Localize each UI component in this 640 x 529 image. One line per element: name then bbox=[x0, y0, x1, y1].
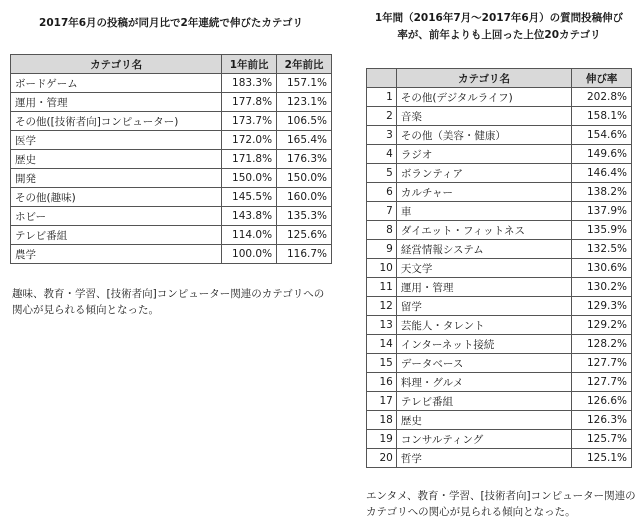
category-name-cell: 歴史 bbox=[396, 411, 571, 430]
rank-cell: 8 bbox=[367, 221, 397, 240]
two-year-ratio-cell: 165.4% bbox=[277, 131, 332, 150]
table-row bbox=[367, 373, 632, 392]
category-name-cell: ホビー bbox=[11, 207, 222, 226]
rank-cell: 20 bbox=[367, 449, 397, 468]
table-row bbox=[367, 392, 632, 411]
category-name-cell: 農学 bbox=[11, 245, 222, 264]
category-name-cell: コンサルティング bbox=[396, 430, 571, 449]
category-name-cell: 歴史 bbox=[11, 150, 222, 169]
one-year-ratio-cell: 114.0% bbox=[222, 226, 277, 245]
category-name-cell: 経営情報システム bbox=[396, 240, 571, 259]
growth-rate-cell: 130.2% bbox=[572, 278, 632, 297]
right-note: エンタメ、教育・学習、[技術者向]コンピューター関連のカテゴリへの関心が見られる傾向となった。 bbox=[366, 490, 636, 518]
rank-cell: 16 bbox=[367, 373, 397, 392]
growth-rate-cell: 158.1% bbox=[572, 107, 632, 126]
rank-cell: 1 bbox=[367, 88, 397, 107]
header-category-name: カテゴリ名 bbox=[11, 55, 222, 74]
category-name-cell: その他（美容・健康） bbox=[396, 126, 571, 145]
two-year-ratio-cell: 125.6% bbox=[277, 226, 332, 245]
one-year-ratio-cell: 183.3% bbox=[222, 74, 277, 93]
rank-cell: 5 bbox=[367, 164, 397, 183]
table-row bbox=[11, 245, 332, 264]
two-year-ratio-cell: 123.1% bbox=[277, 93, 332, 112]
right-title-line2: 率が、前年よりも上回った上位20カテゴリ bbox=[397, 29, 601, 41]
two-year-ratio-cell: 116.7% bbox=[277, 245, 332, 264]
two-year-ratio-cell: 157.1% bbox=[277, 74, 332, 93]
category-name-cell: 天文学 bbox=[396, 259, 571, 278]
table-row bbox=[367, 240, 632, 259]
right-panel bbox=[366, 0, 636, 518]
one-year-ratio-cell: 172.0% bbox=[222, 131, 277, 150]
category-name-cell: 運用・管理 bbox=[11, 93, 222, 112]
table-row bbox=[11, 188, 332, 207]
one-year-ratio-cell: 173.7% bbox=[222, 112, 277, 131]
growth-rate-cell: 132.5% bbox=[572, 240, 632, 259]
two-year-ratio-cell: 150.0% bbox=[277, 169, 332, 188]
one-year-ratio-cell: 100.0% bbox=[222, 245, 277, 264]
category-name-cell: 哲学 bbox=[396, 449, 571, 468]
table-row bbox=[367, 183, 632, 202]
category-name-cell: 運用・管理 bbox=[396, 278, 571, 297]
one-year-ratio-cell: 171.8% bbox=[222, 150, 277, 169]
right-table-title bbox=[366, 0, 632, 44]
rank-cell: 18 bbox=[367, 411, 397, 430]
table-row bbox=[367, 107, 632, 126]
rank-cell: 11 bbox=[367, 278, 397, 297]
category-name-cell: 開発 bbox=[11, 169, 222, 188]
growth-rate-cell: 202.8% bbox=[572, 88, 632, 107]
category-name-cell: その他([技術者向]コンピューター) bbox=[11, 112, 222, 131]
left-panel bbox=[10, 0, 332, 316]
growth-rate-cell: 138.2% bbox=[572, 183, 632, 202]
table-row bbox=[367, 88, 632, 107]
growth-rate-cell: 135.9% bbox=[572, 221, 632, 240]
category-name-cell: ダイエット・フィットネス bbox=[396, 221, 571, 240]
table-row bbox=[367, 202, 632, 221]
header-rank bbox=[367, 69, 397, 88]
two-year-ratio-cell: 135.3% bbox=[277, 207, 332, 226]
table-row bbox=[367, 335, 632, 354]
category-name-cell: 芸能人・タレント bbox=[396, 316, 571, 335]
category-name-cell: カルチャー bbox=[396, 183, 571, 202]
table-row bbox=[367, 411, 632, 430]
left-table-title: 2017年6月の投稿が同月比で2年連続で伸びたカテゴリ bbox=[39, 17, 303, 29]
header-category-name: カテゴリ名 bbox=[396, 69, 571, 88]
table-row bbox=[367, 126, 632, 145]
category-name-cell: ボードゲーム bbox=[11, 74, 222, 93]
growth-rate-cell: 154.6% bbox=[572, 126, 632, 145]
table-row bbox=[367, 297, 632, 316]
two-year-ratio-cell: 106.5% bbox=[277, 112, 332, 131]
category-name-cell: ラジオ bbox=[396, 145, 571, 164]
category-name-cell: テレビ番組 bbox=[11, 226, 222, 245]
category-name-cell: 留学 bbox=[396, 297, 571, 316]
rank-cell: 10 bbox=[367, 259, 397, 278]
category-name-cell: その他(趣味) bbox=[11, 188, 222, 207]
table-row bbox=[11, 169, 332, 188]
growth-rate-cell: 146.4% bbox=[572, 164, 632, 183]
table-row bbox=[367, 259, 632, 278]
growth-rate-cell: 149.6% bbox=[572, 145, 632, 164]
rank-cell: 13 bbox=[367, 316, 397, 335]
table-row bbox=[11, 112, 332, 131]
category-name-cell: テレビ番組 bbox=[396, 392, 571, 411]
left-note: 趣味、教育・学習、[技術者向]コンピューター関連のカテゴリへの関心が見られる傾向となった。 bbox=[12, 288, 325, 316]
table-row bbox=[367, 449, 632, 468]
growth-rate-cell: 128.2% bbox=[572, 335, 632, 354]
rank-cell: 19 bbox=[367, 430, 397, 449]
table-row bbox=[367, 145, 632, 164]
table-row bbox=[367, 221, 632, 240]
category-name-cell: 料理・グルメ bbox=[396, 373, 571, 392]
category-name-cell: 車 bbox=[396, 202, 571, 221]
right-table-header-row bbox=[367, 69, 632, 88]
table-row bbox=[11, 226, 332, 245]
rank-cell: 17 bbox=[367, 392, 397, 411]
category-name-cell: その他(デジタルライフ) bbox=[396, 88, 571, 107]
rank-cell: 9 bbox=[367, 240, 397, 259]
growth-rate-cell: 125.7% bbox=[572, 430, 632, 449]
header-growth-rate: 伸び率 bbox=[572, 69, 632, 88]
rank-cell: 7 bbox=[367, 202, 397, 221]
growth-rate-cell: 129.3% bbox=[572, 297, 632, 316]
rank-cell: 2 bbox=[367, 107, 397, 126]
category-name-cell: データベース bbox=[396, 354, 571, 373]
rank-cell: 12 bbox=[367, 297, 397, 316]
table-row bbox=[11, 93, 332, 112]
category-name-cell: 音楽 bbox=[396, 107, 571, 126]
rank-cell: 15 bbox=[367, 354, 397, 373]
growth-rate-cell: 125.1% bbox=[572, 449, 632, 468]
one-year-ratio-cell: 143.8% bbox=[222, 207, 277, 226]
growth-rate-cell: 126.3% bbox=[572, 411, 632, 430]
one-year-ratio-cell: 150.0% bbox=[222, 169, 277, 188]
growth-rate-cell: 129.2% bbox=[572, 316, 632, 335]
table-row bbox=[367, 354, 632, 373]
rank-cell: 6 bbox=[367, 183, 397, 202]
table-row bbox=[11, 150, 332, 169]
header-two-year-ratio: 2年前比 bbox=[277, 55, 332, 74]
two-year-ratio-cell: 160.0% bbox=[277, 188, 332, 207]
header-one-year-ratio: 1年前比 bbox=[222, 55, 277, 74]
left-category-table bbox=[10, 54, 332, 264]
right-title-line1: 1年間（2016年7月～2017年6月）の質問投稿伸び bbox=[374, 12, 624, 24]
table-row bbox=[367, 430, 632, 449]
table-row bbox=[367, 278, 632, 297]
growth-rate-cell: 127.7% bbox=[572, 373, 632, 392]
category-name-cell: ボランティア bbox=[396, 164, 571, 183]
growth-rate-cell: 137.9% bbox=[572, 202, 632, 221]
growth-rate-cell: 127.7% bbox=[572, 354, 632, 373]
table-row bbox=[367, 316, 632, 335]
rank-cell: 3 bbox=[367, 126, 397, 145]
rank-cell: 4 bbox=[367, 145, 397, 164]
growth-rate-cell: 130.6% bbox=[572, 259, 632, 278]
table-row bbox=[367, 164, 632, 183]
left-table-header-row bbox=[11, 55, 332, 74]
right-ranking-table bbox=[366, 68, 632, 468]
growth-rate-cell: 126.6% bbox=[572, 392, 632, 411]
two-year-ratio-cell: 176.3% bbox=[277, 150, 332, 169]
one-year-ratio-cell: 177.8% bbox=[222, 93, 277, 112]
rank-cell: 14 bbox=[367, 335, 397, 354]
table-row bbox=[11, 131, 332, 150]
one-year-ratio-cell: 145.5% bbox=[222, 188, 277, 207]
category-name-cell: インターネット接続 bbox=[396, 335, 571, 354]
category-name-cell: 医学 bbox=[11, 131, 222, 150]
table-row bbox=[11, 207, 332, 226]
table-row bbox=[11, 74, 332, 93]
